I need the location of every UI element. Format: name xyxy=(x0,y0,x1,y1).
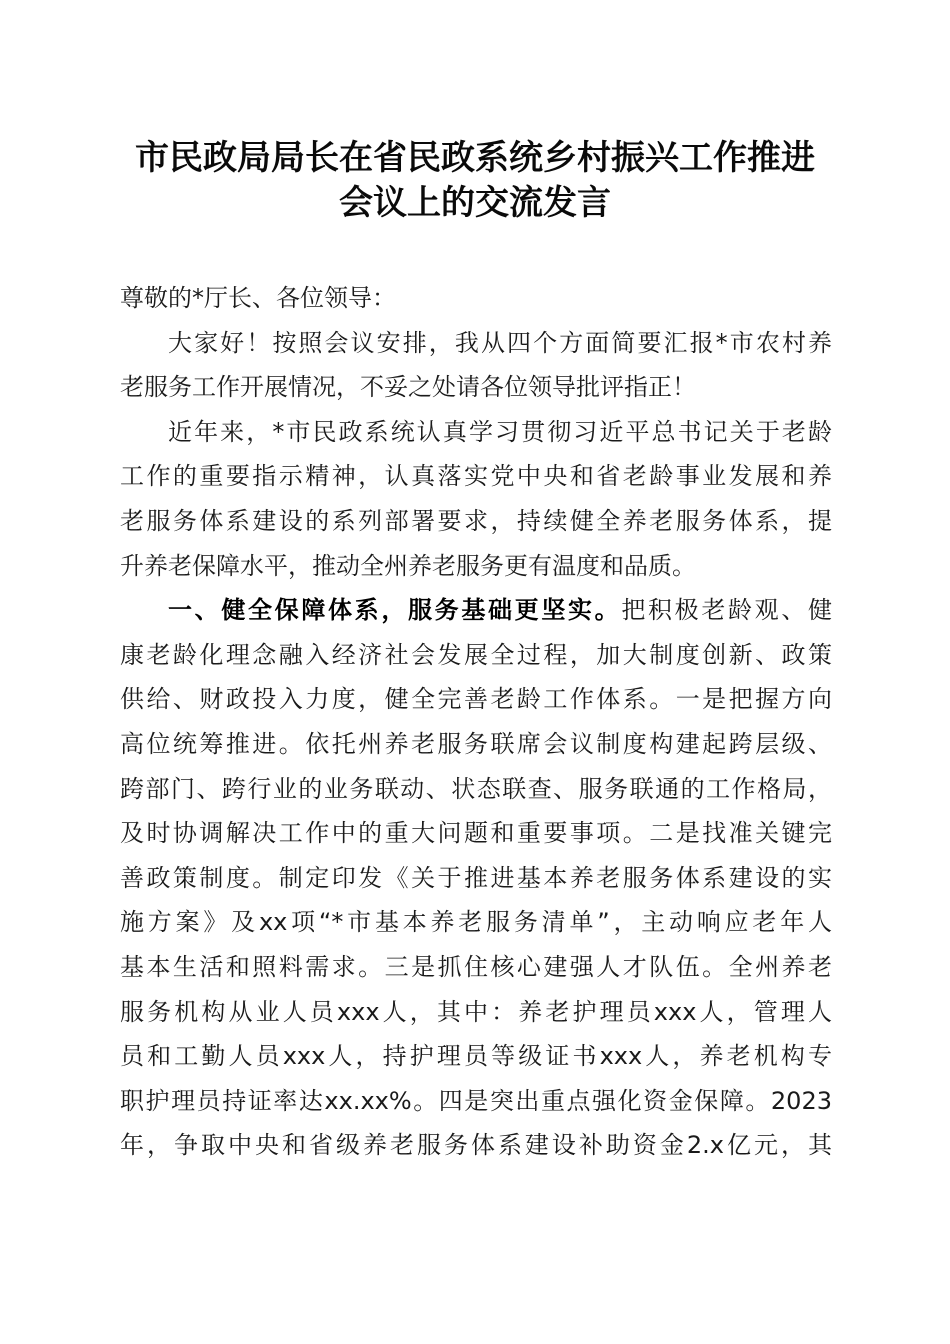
paragraph-line: 大家好！按照会议安排，我从四个方面简要汇报*市农村养 xyxy=(168,328,832,357)
paragraph-greeting xyxy=(120,321,832,410)
paragraph-line: 职护理员持证率达xx.xx%。四是突出重点强化资金保障。2023 xyxy=(120,1086,832,1115)
paragraph-line: 近年来，*市民政系统认真学习贯彻习近平总书记关于老龄 xyxy=(168,417,832,446)
salutation: 尊敬的*厅长、各位领导： xyxy=(120,284,396,312)
paragraph-line: 老服务体系建设的系列部署要求，持续健全养老服务体系，提 xyxy=(120,506,832,535)
title-line-1: 市民政局局长在省民政系统乡村振兴工作推进 xyxy=(135,138,815,178)
paragraph-line: 善政策制度。制定印发《关于推进基本养老服务体系建设的实 xyxy=(120,863,832,892)
title-line-2: 会议上的交流发言 xyxy=(339,183,611,223)
paragraph-line: 服务机构从业人员xxx人，其中：养老护理员xxx人，管理人 xyxy=(120,997,832,1026)
paragraph-section-1 xyxy=(120,588,832,1168)
paragraph-line: 员和工勤人员xxx人，持护理员等级证书xxx人，养老机构专 xyxy=(120,1042,832,1071)
paragraph-line: 高位统筹推进。依托州养老服务联席会议制度构建起跨层级、 xyxy=(120,729,832,758)
paragraph-line: 跨部门、跨行业的业务联动、状态联查、服务联通的工作格局， xyxy=(120,774,832,803)
section-heading-rest: 把积极老龄观、健 xyxy=(621,596,833,625)
paragraph-line: 升养老保障水平，推动全州养老服务更有温度和品质。 xyxy=(120,551,696,580)
paragraph-line: 工作的重要指示精神，认真落实党中央和省老龄事业发展和养 xyxy=(120,462,832,491)
paragraph-intro xyxy=(120,410,832,588)
paragraph-line: 年，争取中央和省级养老服务体系建设补助资金2.x亿元，其 xyxy=(120,1131,832,1160)
section-heading: 一、健全保障体系，服务基础更坚实。 xyxy=(168,596,622,625)
document-body xyxy=(120,276,832,1168)
paragraph-line: 老服务工作开展情况，不妥之处请各位领导批评指正！ xyxy=(120,373,696,402)
paragraph-line: 康老龄化理念融入经济社会发展全过程，加大制度创新、政策 xyxy=(120,640,832,669)
paragraph-line: 及时协调解决工作中的重大问题和重要事项。二是找准关键完 xyxy=(120,819,832,848)
paragraph-line xyxy=(120,588,832,633)
paragraph-line: 供给、财政投入力度，健全完善老龄工作体系。一是把握方向 xyxy=(120,685,832,714)
paragraph-line: 基本生活和照料需求。三是抓住核心建强人才队伍。全州养老 xyxy=(120,952,832,981)
document-title xyxy=(100,136,850,226)
paragraph-line: 施方案》及xx项“*市基本养老服务清单”，主动响应老年人 xyxy=(120,908,832,937)
